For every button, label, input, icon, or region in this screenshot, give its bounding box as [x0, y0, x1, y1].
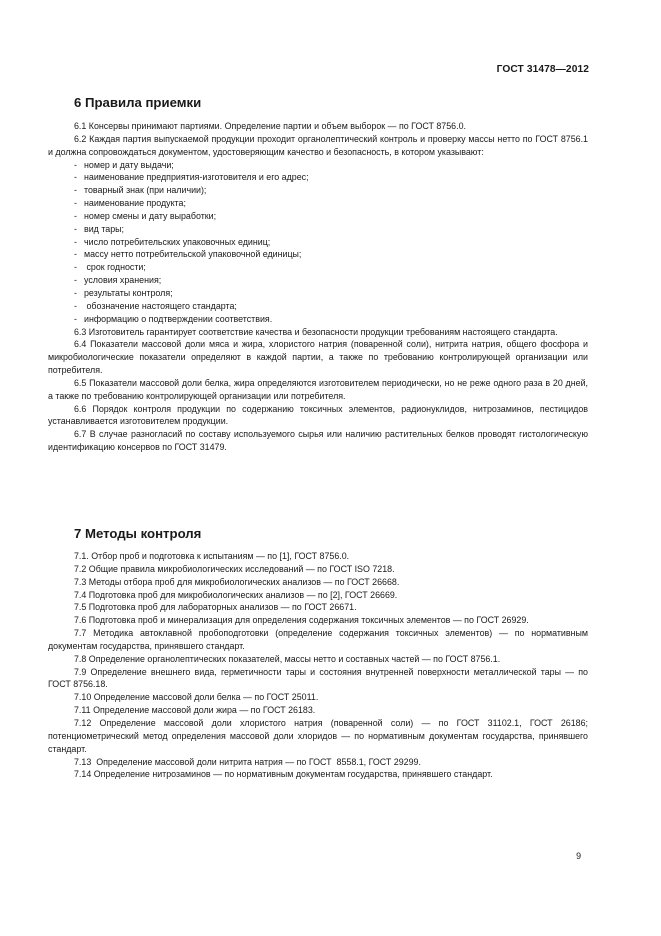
- paragraph-6-7: 6.7 В случае разногласий по составу используемого сырья или наличию растительных белков проводят гистологическую идентификацию консервов по ГОСТ 31479.: [48, 429, 588, 453]
- list-item-text: условия хранения;: [84, 275, 162, 286]
- list-item-text: массу нетто потребительской упаковочной единицы;: [84, 249, 302, 260]
- page-number: 9: [576, 851, 581, 861]
- bullet-dash: -: [74, 223, 77, 234]
- list-item: [48, 197, 588, 210]
- paragraph-7-4: 7.4 Подготовка проб для микробиологических анализов — по [2], ГОСТ 26669.: [74, 589, 398, 600]
- paragraph-6-2: 6.2 Каждая партия выпускаемой продукции проходит органолептический контроль и проверку массы нетто по ГОСТ 8756.1 и должна сопровождаться документом, удостоверяющим качество и безопасность, в котором указывают:: [48, 133, 588, 157]
- paragraph-7-2: 7.2 Общие правила микробиологических исследований — по ГОСТ ISO 7218.: [74, 563, 395, 574]
- paragraph-7-14: 7.14 Определение нитрозаминов — по нормативным документам государства, принявшего стандарт.: [74, 769, 493, 780]
- paragraph-7-10: 7.10 Определение массовой доли белка — по ГОСТ 25011.: [74, 692, 319, 703]
- paragraph-6-4: 6.4 Показатели массовой доли мяса и жира, хлористого натрия (поваренной соли), нитрита натрия, общего фосфора и микробиологические показатели определяют в каждой партии, а также по требованию контролирующей организации или потребителя.: [48, 339, 588, 376]
- paragraph-7-13: 7.13 Определение массовой доли нитрита натрия — по ГОСТ 8558.1, ГОСТ 29299.: [74, 756, 421, 767]
- paragraph-6-3: 6.3 Изготовитель гарантирует соответствие качества и безопасности продукции требованиям настоящего стандарта.: [74, 326, 558, 337]
- bullet-dash: -: [74, 287, 77, 298]
- bullet-dash: -: [74, 185, 77, 196]
- section-body: [48, 550, 588, 781]
- list-item-text: товарный знак (при наличии);: [84, 185, 207, 196]
- list-item: [48, 223, 588, 236]
- paragraph-7-9: 7.9 Определение внешнего вида, герметичности тары и состояния внутренней поверхности металлической тары — по ГОСТ 8756.18.: [48, 666, 588, 690]
- paragraph-7-7: 7.7 Методика автоклавной пробоподготовки (определение содержания токсичных элементов) — по нормативным документам государства, принявшего стандарт.: [48, 628, 588, 651]
- list-item: [48, 313, 588, 326]
- section-title: 6 Правила приемки: [74, 95, 202, 110]
- bullet-dash: -: [74, 210, 77, 221]
- list-item: [48, 171, 588, 184]
- bullet-dash: -: [74, 300, 77, 311]
- bullet-dash: -: [74, 172, 77, 183]
- paragraph-7-1: 7.1. Отбор проб и подготовка к испытаниям — по [1], ГОСТ 8756.0.: [74, 551, 350, 561]
- section-7: [48, 526, 588, 781]
- list-item: [48, 261, 588, 274]
- list-item: [48, 184, 588, 197]
- paragraph-7-5: 7.5 Подготовка проб для лабораторных анализов — по ГОСТ 26671.: [74, 602, 357, 613]
- list-item: [48, 274, 588, 287]
- list-item-text: номер и дату выдачи;: [84, 159, 174, 170]
- list-item-text: обозначение настоящего стандарта;: [84, 300, 237, 311]
- paragraph-7-12: 7.12 Определение массовой доли хлористого натрия (поваренной соли) — по ГОСТ 31102.1, ГОСТ 26186; потенциометрический метод определения массовой доли хлоридов — по нормативным документам государства, принявшего стандарт.: [48, 717, 588, 754]
- list-item-text: наименование продукта;: [84, 198, 186, 209]
- paragraph-7-3: 7.3 Методы отбора проб для микробиологических анализов — по ГОСТ 26668.: [74, 576, 400, 587]
- list-item: [48, 236, 588, 249]
- bullet-dash: -: [74, 159, 77, 170]
- list-item-text: наименование предприятия-изготовителя и его адрес;: [84, 172, 309, 183]
- paragraph-7-11: 7.11 Определение массовой доли жира — по ГОСТ 26183.: [74, 705, 316, 716]
- list-item-text: срок годности;: [84, 262, 146, 273]
- bullet-list: [48, 159, 588, 326]
- bullet-dash: -: [74, 313, 77, 324]
- list-item-text: результаты контроля;: [84, 287, 173, 298]
- bullet-dash: -: [74, 198, 77, 209]
- section-body: [48, 120, 588, 454]
- section-title: 7 Методы контроля: [74, 526, 202, 541]
- bullet-dash: -: [74, 249, 77, 260]
- list-item-text: информацию о подтверждении соответствия.: [84, 313, 273, 324]
- bullet-dash: -: [74, 262, 77, 273]
- document-header: ГОСТ 31478—2012: [496, 64, 589, 75]
- bullet-dash: -: [74, 236, 77, 247]
- list-item-text: номер смены и дату выработки;: [84, 210, 217, 221]
- list-item-text: вид тары;: [84, 223, 124, 234]
- paragraph-6-5: 6.5 Показатели массовой доли белка, жира определяются изготовителем периодически, но не реже одного раза в 20 дней, а также по требованию контролирующей организации или потребителя.: [48, 377, 588, 401]
- paragraph-6-1: 6.1 Консервы принимают партиями. Определение партии и объем выборок — по ГОСТ 8756.0.: [74, 121, 466, 131]
- paragraph-7-8: 7.8 Определение органолептических показателей, массы нетто и составных частей — по ГОСТ 8756.1.: [74, 653, 501, 664]
- paragraph-7-6: 7.6 Подготовка проб и минерализация для определения содержания токсичных элементов — по ГОСТ 26929.: [74, 615, 529, 626]
- list-item-text: число потребительских упаковочных единиц;: [84, 236, 271, 247]
- list-item: [48, 159, 588, 172]
- section-6: [48, 95, 588, 454]
- list-item: [48, 300, 588, 313]
- list-item: [48, 248, 588, 261]
- list-item: [48, 210, 588, 223]
- paragraph-6-6: 6.6 Порядок контроля продукции по содержанию токсичных элементов, радионуклидов, нитрозаминов, пестицидов устанавливается изготовителем продукции.: [48, 403, 588, 427]
- bullet-dash: -: [74, 275, 77, 286]
- list-item: [48, 287, 588, 300]
